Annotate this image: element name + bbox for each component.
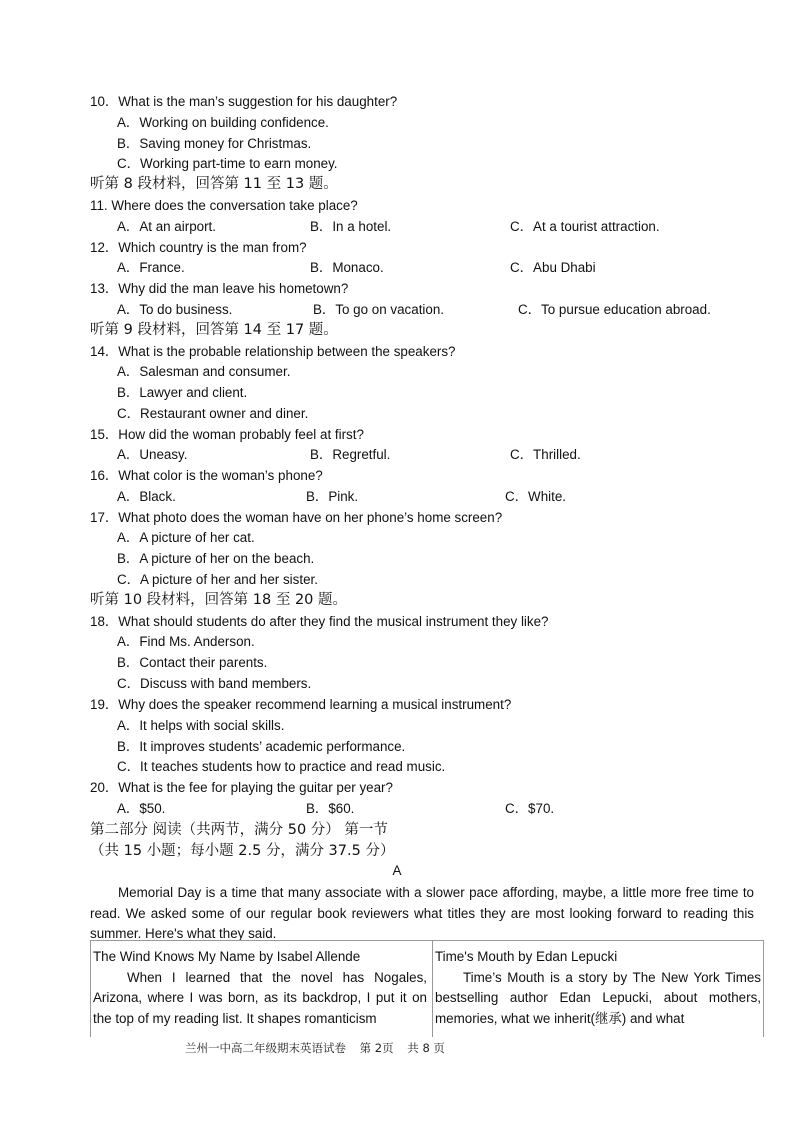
option-10b: B．Saving money for Christmas. <box>117 136 312 151</box>
option-11c: C．At a tourist attraction. <box>510 219 660 234</box>
option-11a: A．At an airport. <box>117 219 216 234</box>
question-16: 16．What color is the woman’s phone? <box>90 468 323 483</box>
option-15c: C．Thrilled. <box>510 447 581 462</box>
part-2-subheading: （共 15 小题；每小题 2.5 分，满分 37.5 分） <box>90 843 395 859</box>
option-16a: A．Black. <box>117 489 176 504</box>
option-18b: B．Contact their parents. <box>117 655 268 670</box>
passage-intro: Memorial Day is a time that many associate with a slower pace affording, maybe, a little more free time to read. We asked some of our regular book reviewers what titles they are most looking forward to reading this summer. Here's what they said. <box>90 885 754 942</box>
option-18a: A．Find Ms. Anderson. <box>117 634 255 649</box>
option-14b: B．Lawyer and client. <box>117 385 248 400</box>
option-20a: A．$50. <box>117 801 166 816</box>
option-13c: C．To pursue education abroad. <box>518 302 711 317</box>
option-12c: C．Abu Dhabi <box>510 260 596 275</box>
option-15b: B．Regretful. <box>310 447 391 462</box>
question-12: 12．Which country is the man from? <box>90 240 307 255</box>
option-19a: A．It helps with social skills. <box>117 718 285 733</box>
left-book-title: The Wind Knows My Name by Isabel Allende <box>93 949 361 964</box>
page-footer <box>185 1040 455 1056</box>
question-13: 13．Why did the man leave his hometown? <box>90 281 349 296</box>
question-11: 11. Where does the conversation take place? <box>90 198 358 213</box>
option-20b: B．$60. <box>306 801 355 816</box>
question-15: 15．How did the woman probably feel at first? <box>90 427 364 442</box>
passage-label: A <box>392 863 402 878</box>
option-11b: B．In a hotel. <box>310 219 392 234</box>
option-10c: C．Working part-time to earn money. <box>117 156 338 171</box>
footer-page: 第 2页 <box>359 1041 394 1055</box>
right-book-title: Time's Mouth by Edan Lepucki <box>435 949 618 964</box>
table-right-cell <box>435 947 761 1029</box>
table-left-cell <box>93 947 427 1029</box>
option-10a: A．Working on building confidence. <box>117 115 329 130</box>
option-14c: C．Restaurant owner and diner. <box>117 406 309 421</box>
option-17a: A．A picture of her cat. <box>117 530 255 545</box>
question-20: 20．What is the fee for playing the guitar per year? <box>90 780 393 795</box>
option-12a: A．France. <box>117 260 185 275</box>
option-14a: A．Salesman and consumer. <box>117 364 291 379</box>
option-18c: C．Discuss with band members. <box>117 676 312 691</box>
question-10: 10．What is the man’s suggestion for his daughter? <box>90 94 398 109</box>
question-19: 19．Why does the speaker recommend learning a musical instrument? <box>90 697 512 712</box>
option-13a: A．To do business. <box>117 302 233 317</box>
option-12b: B．Monaco. <box>310 260 384 275</box>
option-17b: B．A picture of her on the beach. <box>117 551 315 566</box>
question-17: 17．What photo does the woman have on her phone’s home screen? <box>90 510 503 525</box>
part-2-heading: 第二部分 阅读（共两节，满分 50 分） 第一节 <box>90 822 388 838</box>
option-16c: C．White. <box>505 489 567 504</box>
option-13b: B．To go on vacation. <box>313 302 445 317</box>
option-16b: B．Pink. <box>306 489 359 504</box>
section-9-heading: 听第 9 段材料，回答第 14 至 17 题。 <box>90 322 338 338</box>
option-20c: C．$70. <box>505 801 555 816</box>
option-15a: A．Uneasy. <box>117 447 188 462</box>
table-divider <box>432 941 433 1037</box>
question-14: 14．What is the probable relationship between the speakers? <box>90 344 456 359</box>
footer-school: 兰州一中高二年级期末英语试卷 <box>185 1041 346 1055</box>
option-19c: C．It teaches students how to practice and read music. <box>117 759 446 774</box>
book-table <box>90 940 764 1037</box>
question-18: 18．What should students do after they find the musical instrument they like? <box>90 614 549 629</box>
footer-total: 共 8 页 <box>407 1041 445 1055</box>
option-19b: B．It improves students’ academic performance. <box>117 739 406 754</box>
left-book-text: When I learned that the novel has Nogales, Arizona, where I was born, as its backdrop, I put it on the top of my reading list. It shapes romanticism <box>93 969 427 1026</box>
right-book-text: Time’s Mouth is a story by The New York Times bestselling author Edan Lepucki, about mothers, memories, what we inherit(继承) and what <box>435 969 761 1026</box>
section-8-heading: 听第 8 段材料，回答第 11 至 13 题。 <box>90 176 338 192</box>
option-17c: C．A picture of her and her sister. <box>117 572 318 587</box>
section-10-heading: 听第 10 段材料，回答第 18 至 20 题。 <box>90 592 348 608</box>
